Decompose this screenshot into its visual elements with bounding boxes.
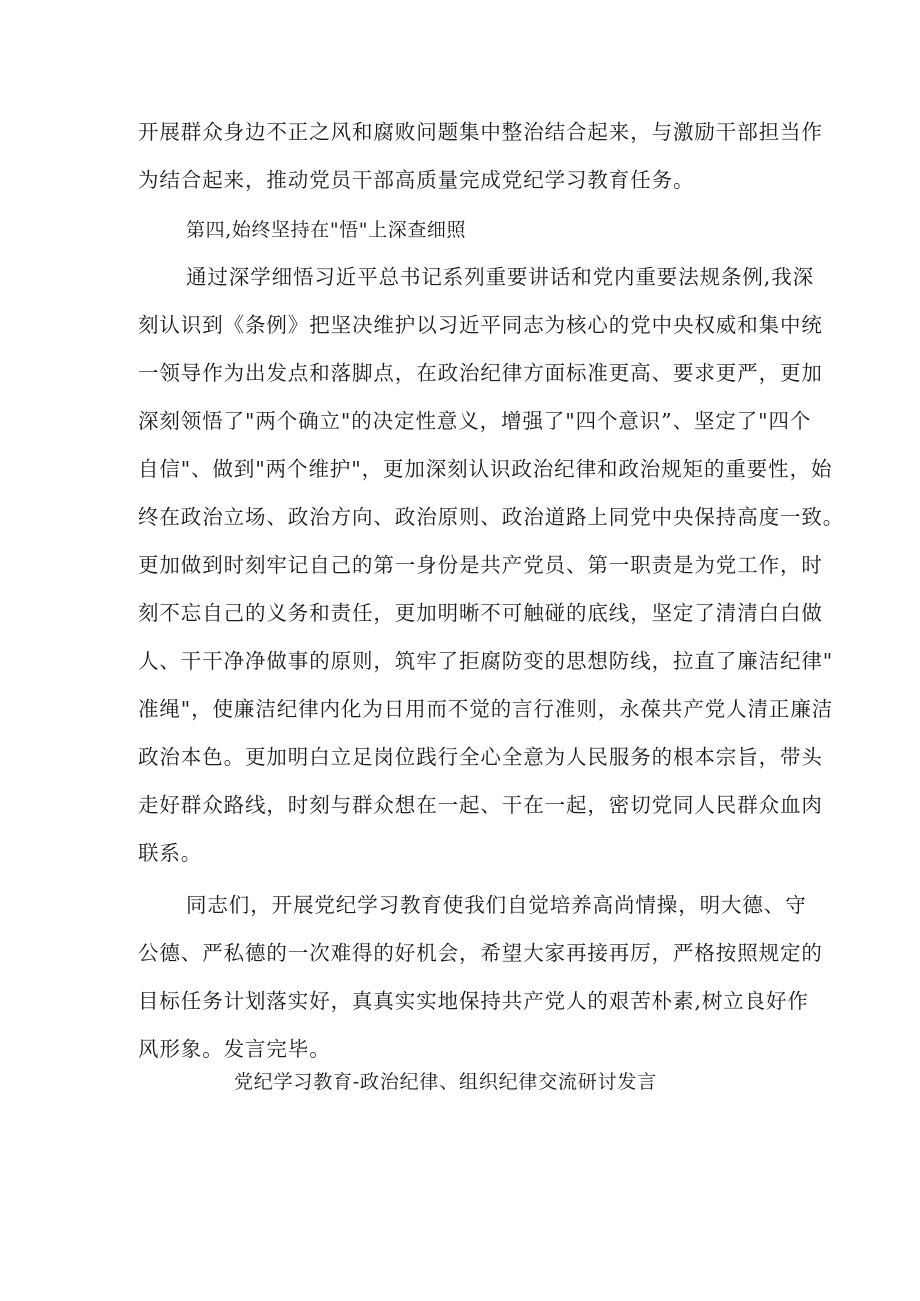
paragraph-line: 终在政治立场、政治方向、政治原则、政治道路上同党中央保持高度一致。 [138, 505, 845, 529]
paragraph-line: 目标任务计划落实好，真真实实地保持共产党人的艰苦朴素,树立良好作 [138, 989, 809, 1013]
paragraph-line: 刻认识到《条例》把坚决维护以习近平同志为核心的党中央权威和集中统 [138, 313, 823, 337]
paragraph-line: 刻不忘自己的义务和责任，更加明晰不可触碰的底线，坚定了清清白白做 [138, 601, 823, 625]
paragraph-line: 一领导作为出发点和落脚点，在政治纪律方面标准更高、要求更严，更加 [138, 361, 823, 385]
paragraph-line: 同志们，开展党纪学习教育使我们自觉培养高尚情操，明大德、守 [186, 893, 807, 917]
paragraph-line: 人、干干净净做事的原则，筑牢了拒腐防变的思想防线，拉直了廉洁纪律" [138, 649, 834, 673]
section-heading: 第四,始终坚持在"悟"上深查细照 [186, 219, 467, 241]
paragraph-line: 自信"、做到"两个维护"，更加深刻认识政治纪律和政治规矩的重要性，始 [138, 457, 833, 481]
paragraph-line: 风形象。发言完毕。 [138, 1037, 331, 1061]
paragraph-line: 公德、严私德的一次难得的好机会，希望大家再接再厉，严格按照规定的 [138, 941, 823, 965]
paragraph-line: 政治本色。更加明白立足岗位践行全心全意为人民服务的根本宗旨，带头 [138, 745, 823, 769]
paragraph-line: 通过深学细悟习近平总书记系列重要讲话和党内重要法规条例,我深 [186, 265, 815, 289]
paragraph-line: 更加做到时刻牢记自己的第一身份是共产党员、第一职责是为党工作，时 [138, 553, 823, 577]
paragraph-line: 开展群众身边不正之风和腐败问题集中整治结合起来，与激励干部担当作 [138, 120, 823, 144]
document-title: 党纪学习教育-政治纪律、组织纪律交流研讨发言 [234, 1071, 658, 1093]
paragraph-line: 深刻领悟了"两个确立"的决定性意义，增强了"四个意识”、坚定了"四个 [138, 409, 812, 433]
paragraph-line: 联系。 [138, 841, 203, 865]
paragraph-line: 准绳"，使廉洁纪律内化为日用而不觉的言行准则，永葆共产党人清正廉洁 [138, 697, 834, 721]
paragraph-line: 走好群众路线，时刻与群众想在一起、干在一起，密切党同人民群众血肉 [138, 793, 823, 817]
paragraph-line: 为结合起来，推动党员干部高质量完成党纪学习教育任务。 [138, 168, 695, 192]
